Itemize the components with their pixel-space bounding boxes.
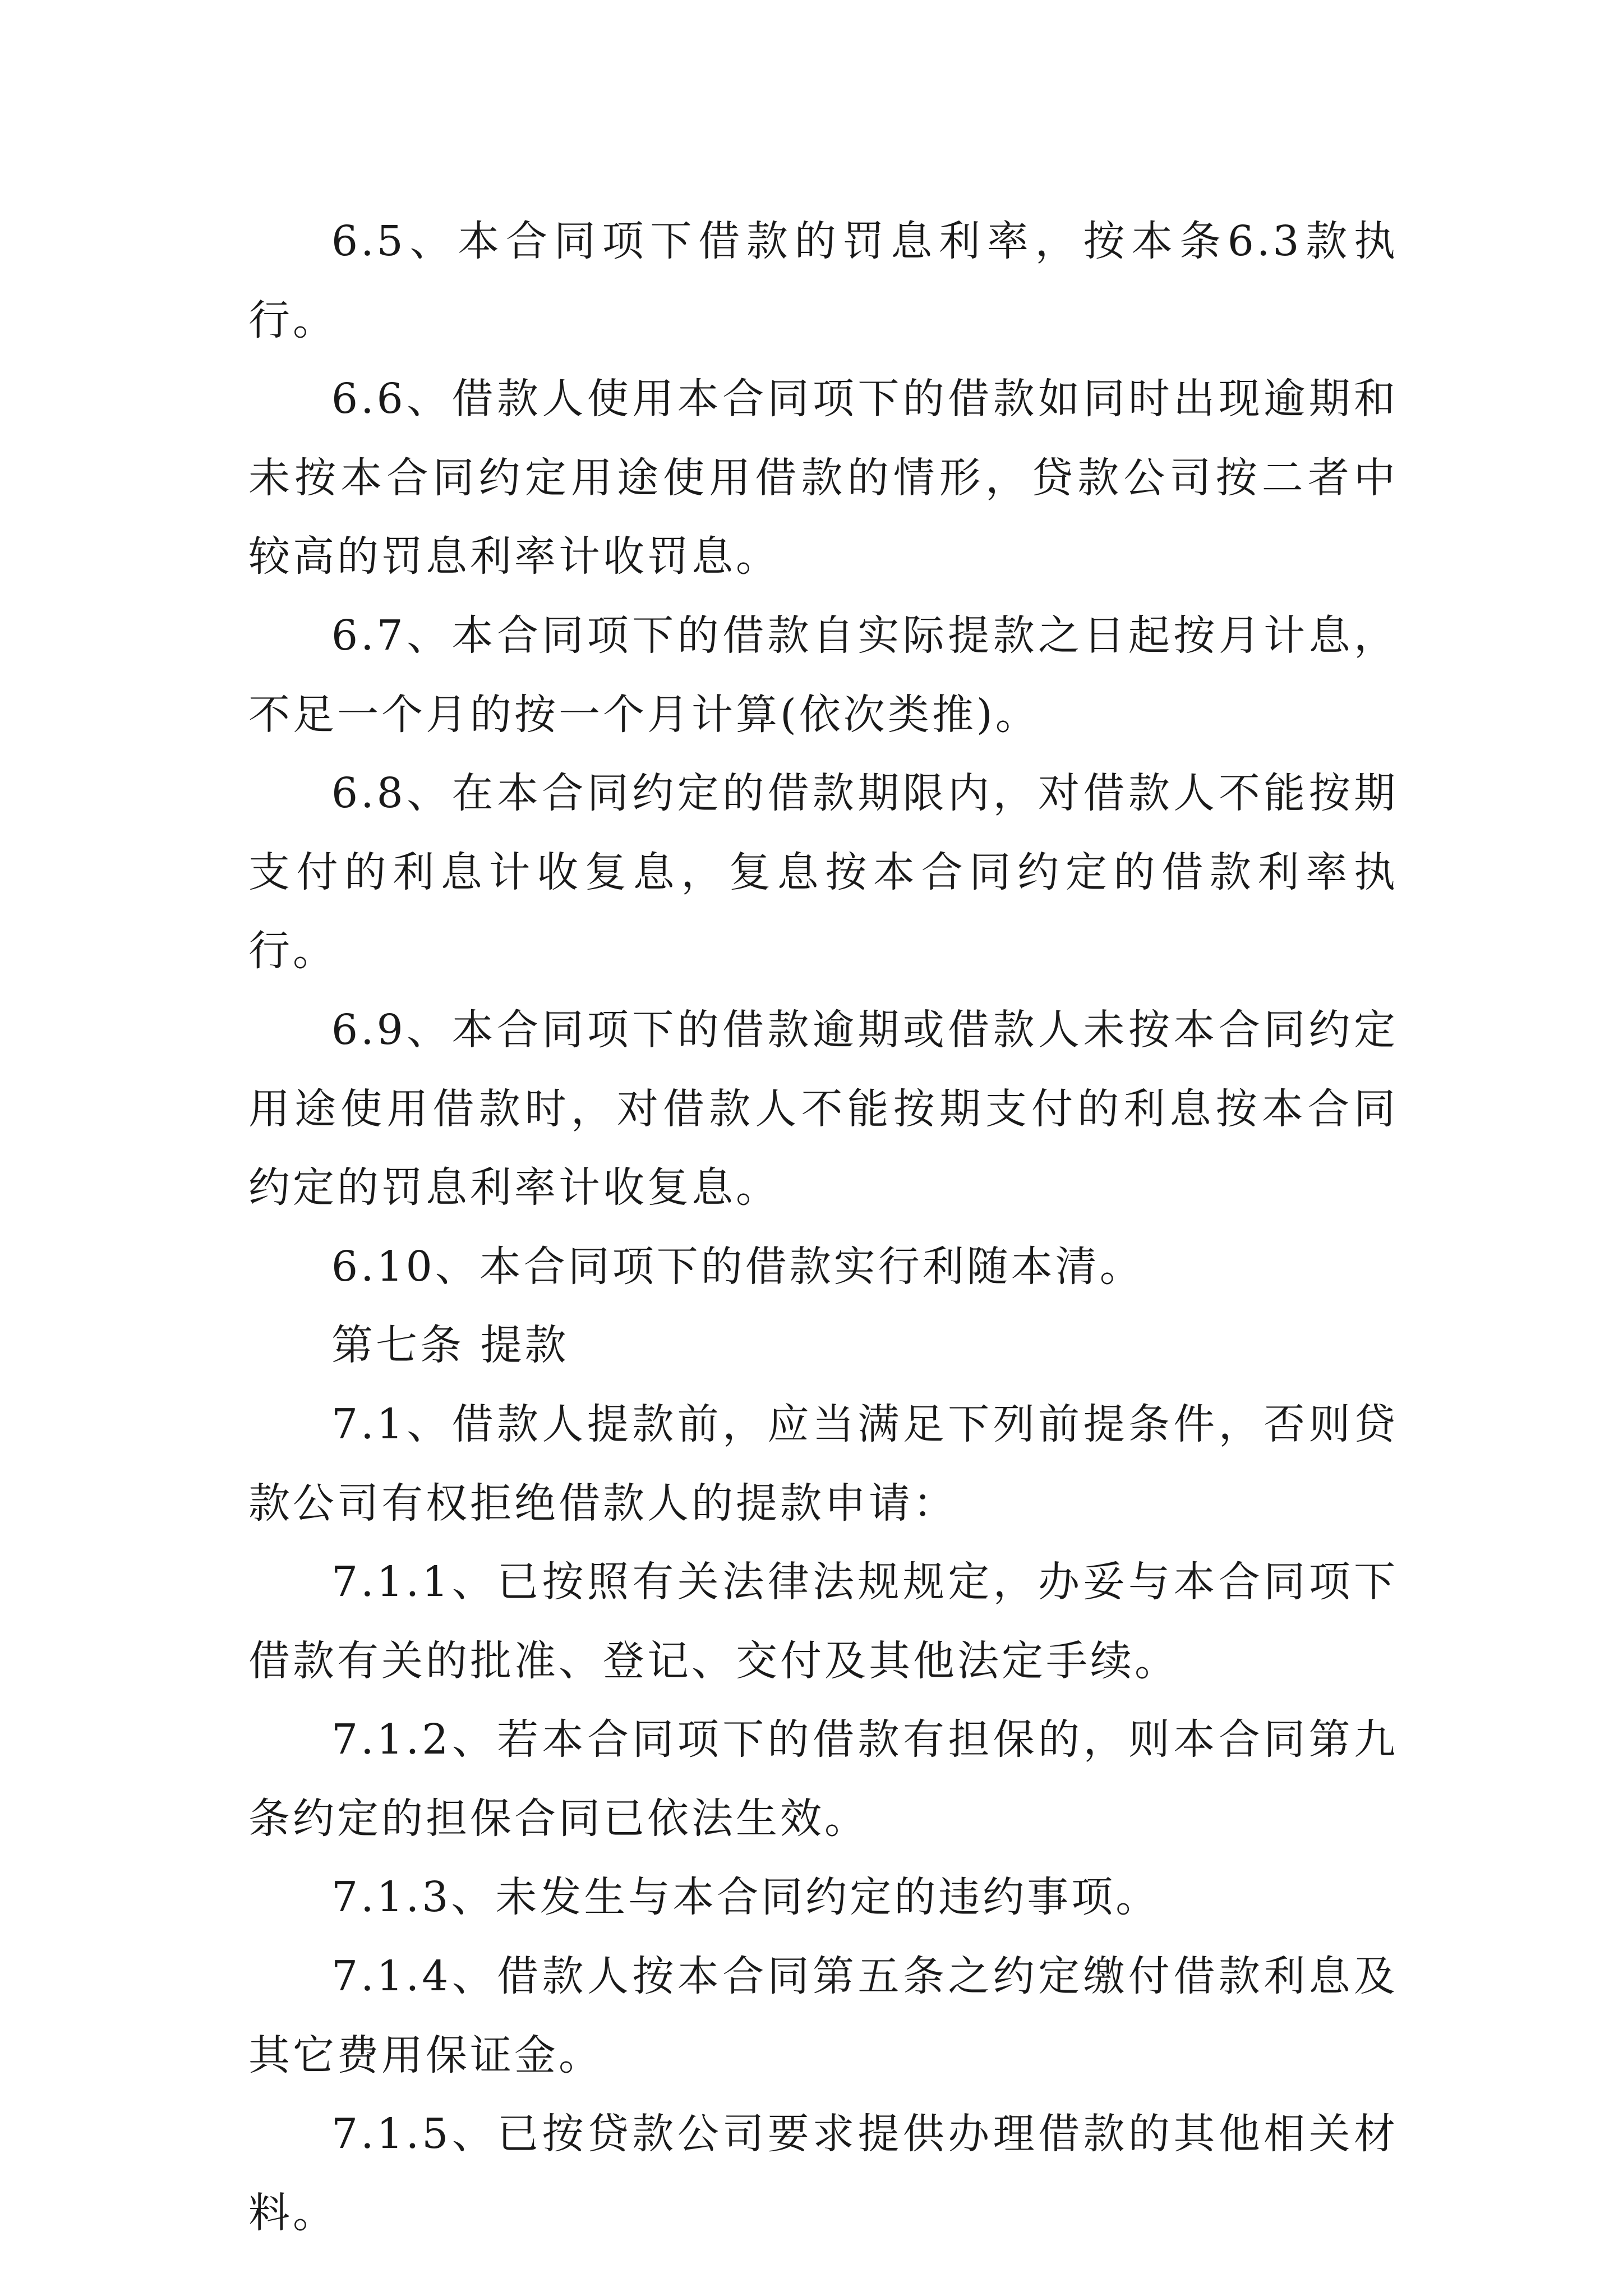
article-7-heading: 第七条 提款 <box>331 1321 569 1370</box>
clause-6-6: 6.6、借款人使用本合同项下的借款如同时出现逾期和未按本合同约定用途使用借款的情形，贷款公司按二者中较高的罚息利率计收罚息。 <box>248 375 1398 581</box>
clause-7-1-2: 7.1.2、若本合同项下的借款有担保的，则本合同第九条约定的担保合同已依法生效。 <box>248 1715 1398 1843</box>
clause-6-8: 6.8、在本合同约定的借款期限内，对借款人不能按期支付的利息计收复息，复息按本合同约定的借款利率执行。 <box>248 769 1398 976</box>
clause-6-10: 6.10、本合同项下的借款实行利随本清。 <box>331 1242 1144 1291</box>
clause-7-1-4: 7.1.4、借款人按本合同第五条之约定缴付借款利息及其它费用保证金。 <box>248 1952 1398 2079</box>
clause-6-7: 6.7、本合同项下的借款自实际提款之日起按月计息，不足一个月的按一个月计算(依次类推)。 <box>248 611 1398 739</box>
clause-7-1-3: 7.1.3、未发生与本合同约定的违约事项。 <box>331 1873 1160 1922</box>
clause-7-1-5: 7.1.5、已按贷款公司要求提供办理借款的其他相关材料。 <box>248 2110 1398 2237</box>
clause-7-1-1: 7.1.1、已按照有关法律法规规定，办妥与本合同项下借款有关的批准、登记、交付及其他法定手续。 <box>248 1558 1398 1685</box>
document-body <box>248 202 1398 2252</box>
clause-6-9: 6.9、本合同项下的借款逾期或借款人未按本合同约定用途使用借款时，对借款人不能按期支付的利息按本合同约定的罚息利率计收复息。 <box>248 1005 1398 1212</box>
clause-6-5: 6.5、本合同项下借款的罚息利率，按本条6.3款执行。 <box>248 217 1398 344</box>
clause-7-1: 7.1、借款人提款前，应当满足下列前提条件，否则贷款公司有权拒绝借款人的提款申请： <box>248 1400 1398 1527</box>
